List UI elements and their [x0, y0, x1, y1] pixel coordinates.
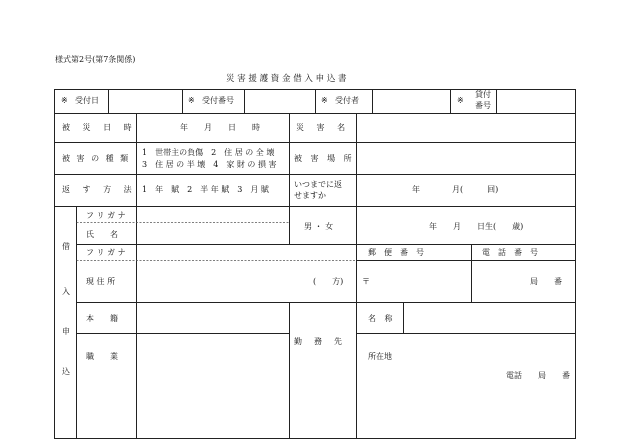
- work-address-label: 所在地: [368, 352, 392, 361]
- receiver-mark: ※: [321, 96, 328, 105]
- disaster-name-field[interactable]: [357, 114, 575, 142]
- form-title: 災 害 援 護 資 金 借 入 申 込 書: [226, 74, 347, 84]
- domicile-field[interactable]: [137, 303, 289, 333]
- address-furigana-field[interactable]: [137, 245, 356, 260]
- work-phone-label: 電話 局 番: [506, 371, 570, 380]
- loan-number-field[interactable]: [497, 90, 575, 113]
- work-name-field[interactable]: [404, 303, 575, 333]
- phone-number-label: 電 話 番 号: [482, 248, 538, 257]
- disaster-date-value[interactable]: 年 月 日 時: [180, 123, 260, 132]
- occupation-label: 職 業: [86, 352, 118, 361]
- domicile-label: 本 籍: [86, 314, 118, 323]
- loan-number-mark: ※: [457, 96, 464, 105]
- name-label: 氏 名: [86, 230, 118, 239]
- side-label-submit: 込: [62, 367, 70, 376]
- damage-place-label: 被 害 場 所: [294, 154, 355, 163]
- gender-options[interactable]: 男 ・ 女: [304, 222, 334, 231]
- phone-number-field[interactable]: [472, 261, 528, 302]
- damage-type-option-line2[interactable]: 3 住 居 の 半 壊 4 家 財 の 損 害: [142, 160, 277, 169]
- repay-until-value[interactable]: 年 月( 回): [412, 185, 499, 194]
- occupation-field[interactable]: [137, 334, 289, 438]
- receipt-date-label: 受付日: [75, 96, 99, 105]
- phone-exchange-label: 局 番: [530, 277, 562, 286]
- disaster-date-label: 被 災 日 時: [62, 123, 137, 132]
- birthdate-field[interactable]: 年 月 日生( 歳): [429, 222, 524, 231]
- postal-code-label: 郵 便 番 号: [368, 248, 424, 257]
- disaster-name-label: 災 害 名: [296, 123, 351, 132]
- side-label-apply: 申: [62, 327, 70, 336]
- side-label-borrow: 借: [62, 242, 70, 251]
- name-field[interactable]: [137, 223, 289, 244]
- receipt-date-field[interactable]: [109, 90, 182, 113]
- damage-type-label: 被 害 の 種 類: [62, 154, 131, 163]
- loan-number-label-2: 番号: [475, 101, 491, 110]
- damage-type-option-line1[interactable]: 1 世帯主の負傷 2 住 居 の 全 壊: [142, 148, 275, 157]
- address-suffix: ( 方): [313, 277, 344, 286]
- receipt-number-label: 受付番号: [202, 96, 234, 105]
- form-number: 様式第2号(第7条関係): [55, 55, 136, 64]
- receiver-field[interactable]: [373, 90, 450, 113]
- repay-until-label-1: いつまでに返: [294, 180, 342, 189]
- repay-until-label-2: せますか: [294, 191, 326, 200]
- postal-code-field[interactable]: [370, 261, 471, 302]
- workplace-label: 勤 務 先: [294, 337, 344, 346]
- address-field[interactable]: [137, 261, 356, 302]
- postal-mark: 〒: [362, 277, 370, 286]
- furigana-label: フ リ ガ ナ: [86, 211, 126, 220]
- receiver-label: 受付者: [335, 96, 359, 105]
- work-address-field[interactable]: [404, 334, 575, 368]
- repay-method-label: 返 す 方 法: [62, 185, 137, 194]
- receipt-mark: ※: [61, 96, 68, 105]
- side-label-enter: 入: [62, 287, 70, 296]
- address-label: 現 住 所: [86, 277, 116, 286]
- work-name-label: 名 称: [368, 314, 396, 323]
- address-furigana-label: フ リ ガ ナ: [86, 248, 126, 257]
- repay-method-options[interactable]: 1 年 賦 2 半 年 賦 3 月 賦: [142, 185, 269, 194]
- receipt-number-field[interactable]: [245, 90, 315, 113]
- furigana-field[interactable]: [137, 207, 289, 222]
- receipt-number-mark: ※: [188, 96, 195, 105]
- damage-place-field[interactable]: [357, 143, 575, 174]
- loan-number-label-1: 貸付: [475, 90, 491, 99]
